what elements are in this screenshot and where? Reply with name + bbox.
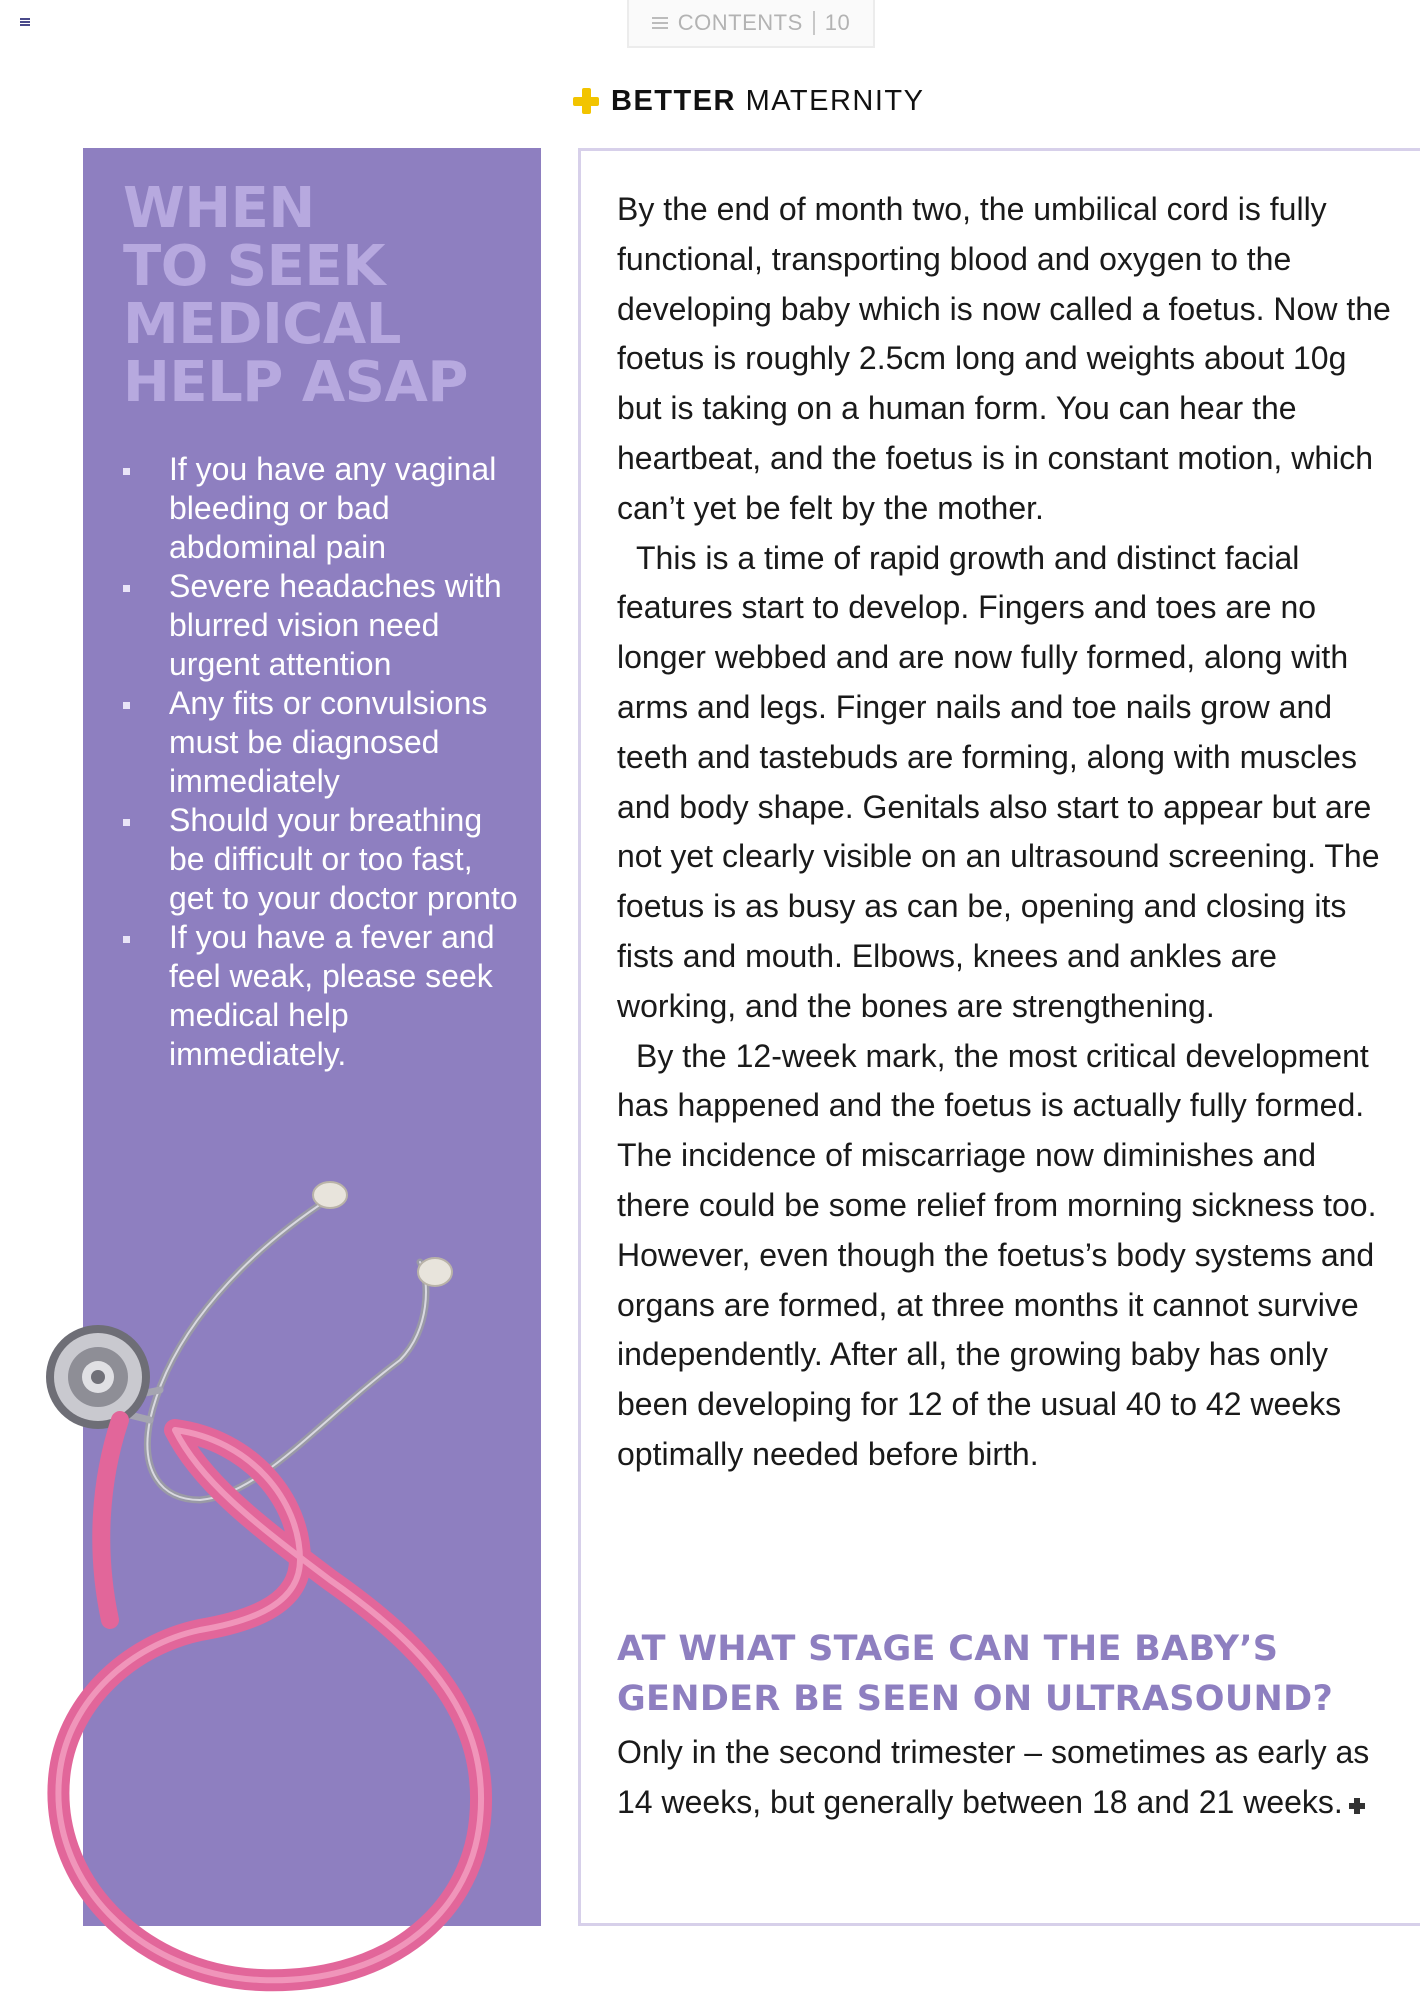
qa-heading: AT WHAT STAGE CAN THE BABY’S GENDER BE SEEN ON ULTRASOUND? <box>617 1629 1334 1719</box>
article-body <box>617 185 1397 1480</box>
contents-label: CONTENTS <box>677 10 803 35</box>
qa-answer-text: Only in the second trimester – sometimes as early as 14 weeks, but generally between 18 and 21 weeks. <box>617 1734 1370 1820</box>
section-header <box>573 84 924 118</box>
paragraph: By the 12-week mark, the most critical development has happened and the foetus is actually fully formed. The incidence of miscarriage now diminishes and there could be some relief from morning sickness too. However, even though the foetus’s body systems and organs are formed, at three months it cannot survive independently. After all, the growing baby has only been developing for 12 of the usual 40 to 42 weeks optimally needed before birth. <box>617 1037 1377 1472</box>
section-name-rest: MATERNITY <box>745 84 925 117</box>
list-item: If you have any vaginal bleeding or bad abdominal pain <box>123 450 523 567</box>
warning-list <box>123 450 523 1074</box>
divider <box>813 11 815 35</box>
sidebar-heading-line: TO SEEK <box>123 234 386 299</box>
sidebar-heading <box>123 176 523 415</box>
sidebar-heading-line: MEDICAL <box>123 292 401 357</box>
qa-answer <box>617 1728 1397 1828</box>
page-number: 10 <box>824 10 851 35</box>
list-item: Should your breathing be difficult or too fast, get to your doctor pronto <box>123 801 523 918</box>
list-item: Severe headaches with blurred vision need urgent attention <box>123 567 523 684</box>
sidebar-panel <box>83 148 541 1926</box>
paragraph: By the end of month two, the umbilical cord is fully functional, transporting blood and oxygen to the developing baby which is now called a foetus. Now the foetus is roughly 2.5cm long and weights about 10g but is taking on a human form. You can hear the heartbeat, and the foetus is in constant motion, which can’t yet be felt by the mother. <box>617 191 1391 526</box>
paragraph: This is a time of rapid growth and distinct facial features start to develop. Fingers and toes are no longer webbed and are now fully formed, along with arms and legs. Finger nails and toe nails grow and teeth and tastebuds are forming, along with muscles and body shape. Genitals also start to appear but are not yet clearly visible on an ultrasound screening. The foetus is as busy as can be, opening and closing its fists and mouth. Elbows, knees and ankles are working, and the bones are strengthening. <box>617 539 1380 1024</box>
sidebar-heading-line: HELP ASAP <box>123 350 468 415</box>
contents-button[interactable] <box>627 0 875 48</box>
section-name-bold: BETTER <box>611 84 736 117</box>
sidebar-heading-line: WHEN <box>123 176 315 241</box>
end-mark-icon <box>1349 1798 1365 1814</box>
menu-icon[interactable] <box>20 18 30 26</box>
list-item: If you have a fever and feel weak, please seek medical help immediately. <box>123 918 523 1074</box>
list-item: Any fits or convulsions must be diagnosed immediately <box>123 684 523 801</box>
plus-icon <box>573 88 599 114</box>
list-icon <box>652 14 668 32</box>
